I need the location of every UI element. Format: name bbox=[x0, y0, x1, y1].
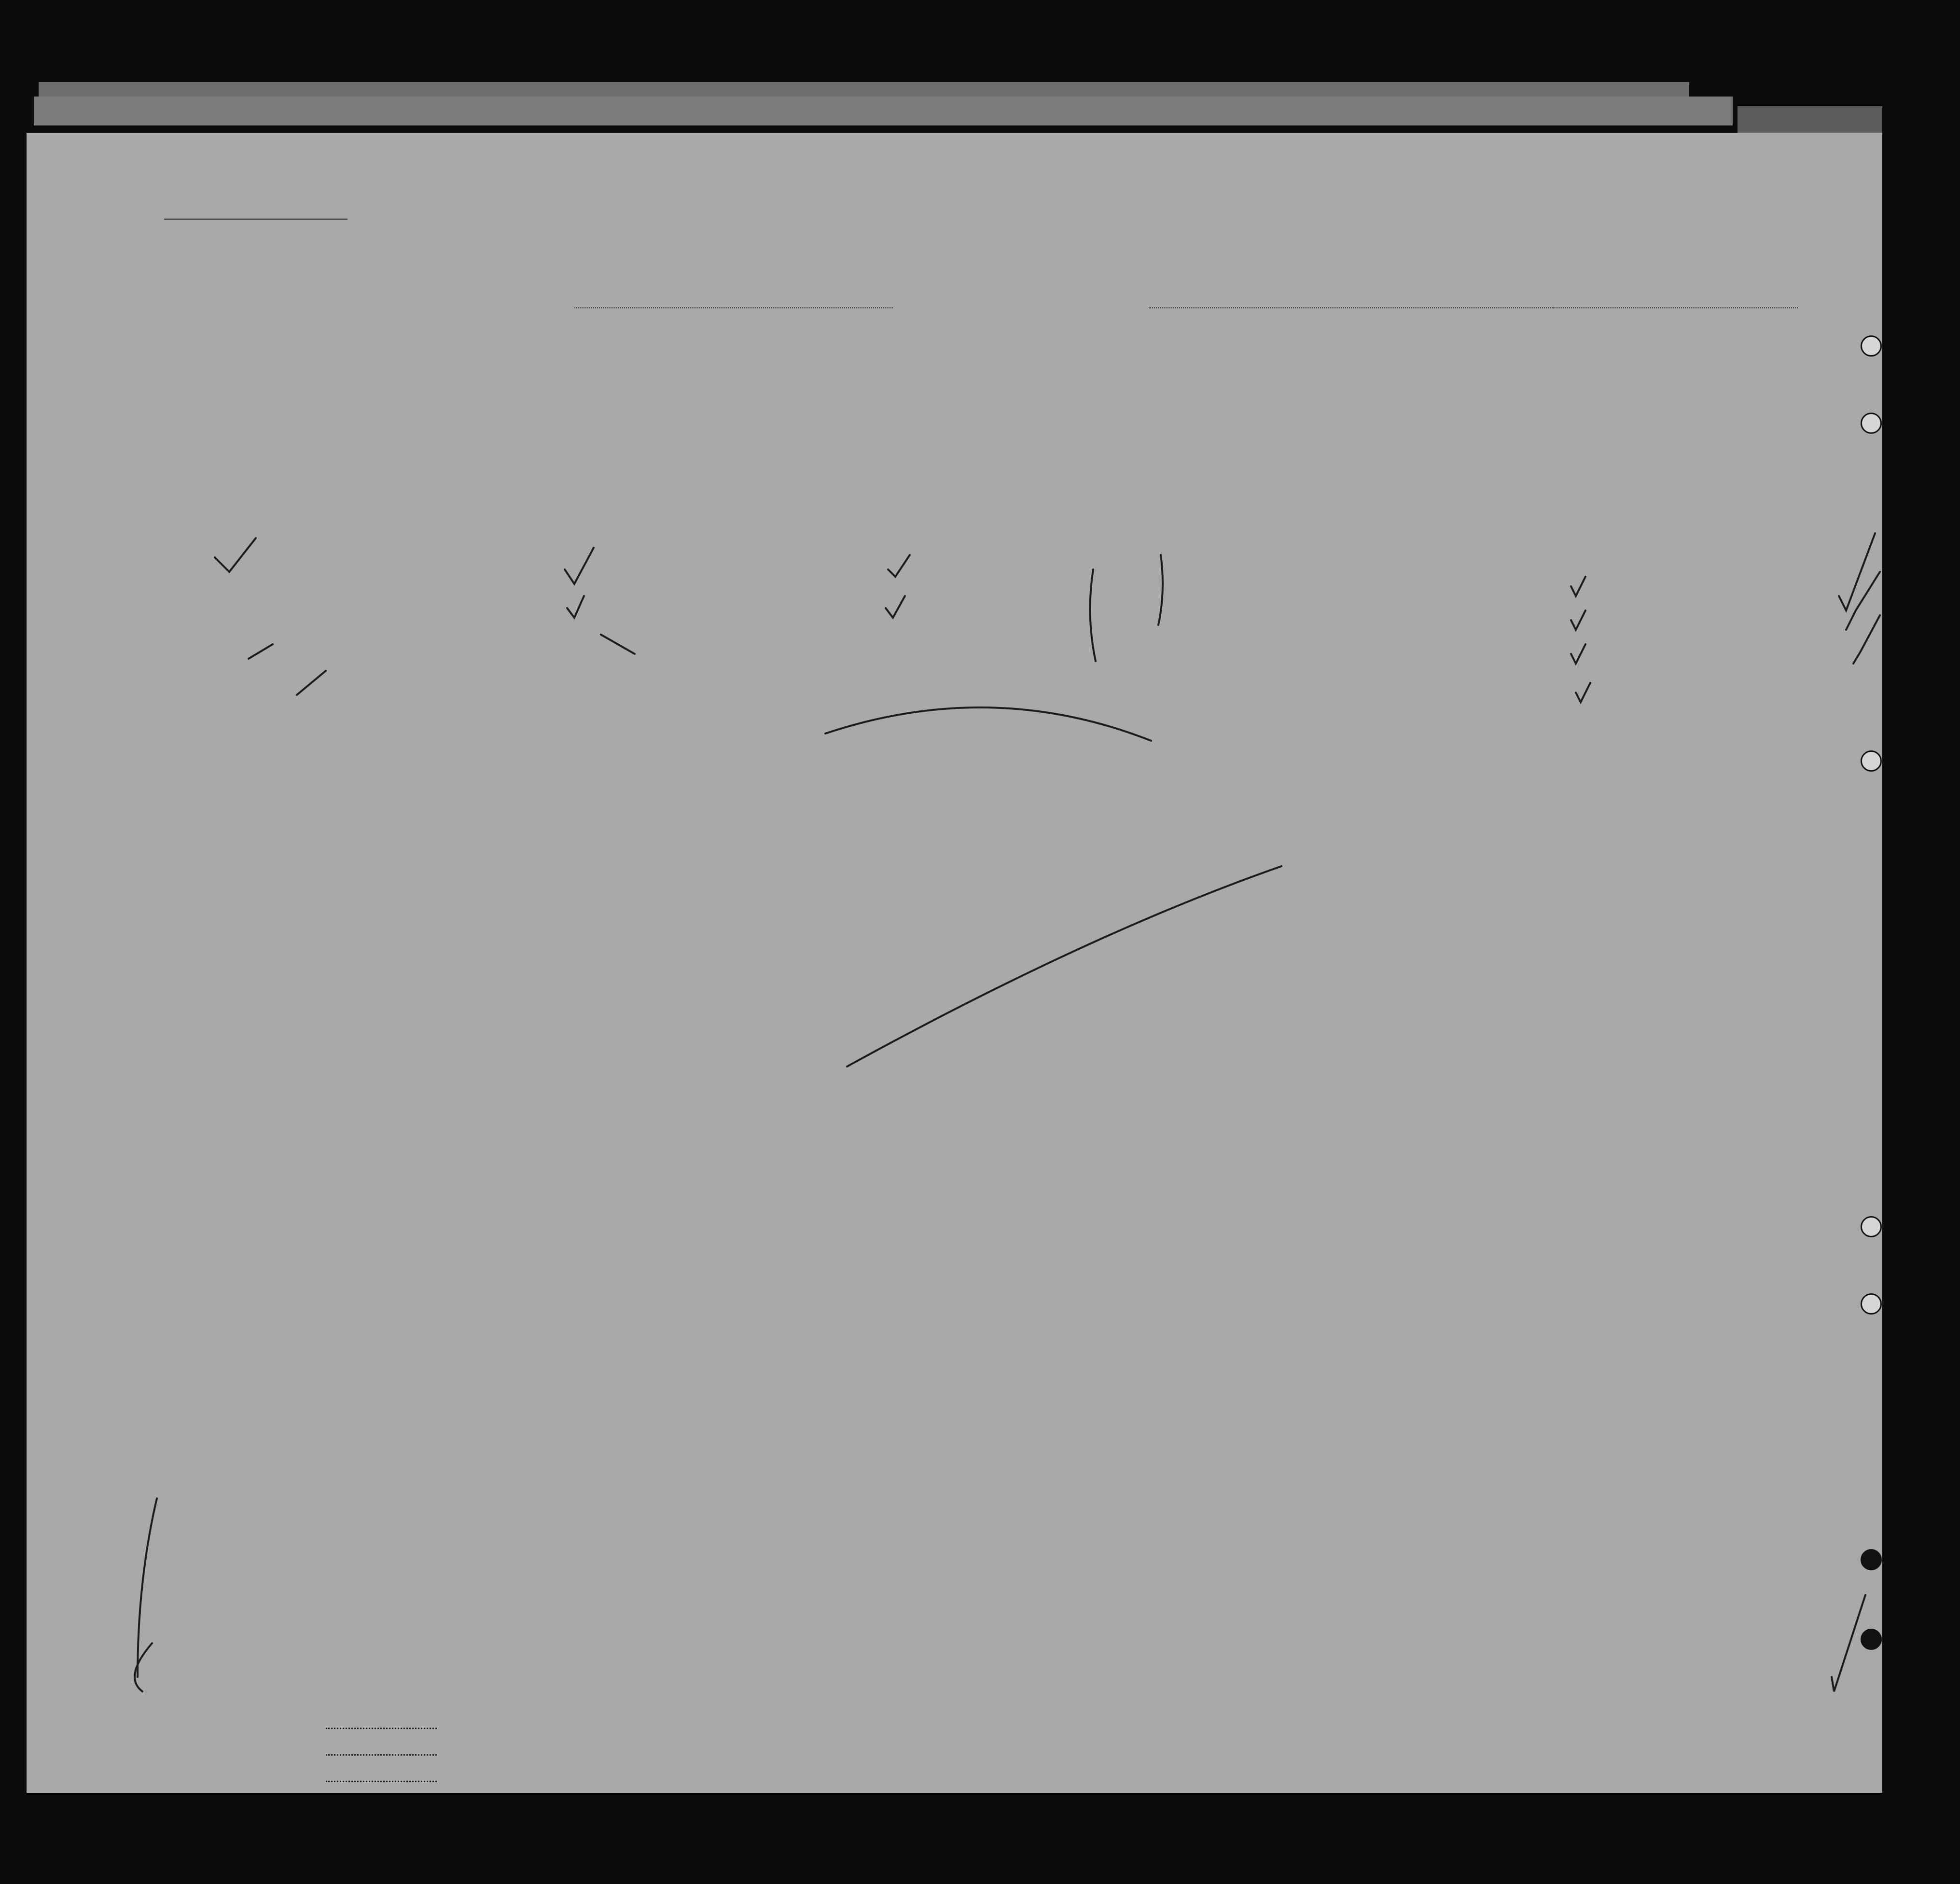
pen-stroke bbox=[825, 707, 1151, 741]
pen-stroke bbox=[297, 671, 326, 695]
pen-marks bbox=[27, 133, 1882, 1793]
check-mark bbox=[1839, 533, 1875, 610]
check-mark bbox=[1846, 572, 1880, 630]
binder-hole bbox=[1861, 1216, 1882, 1237]
citizens-field bbox=[326, 1754, 437, 1756]
aliens-field bbox=[326, 1781, 437, 1782]
check-mark bbox=[886, 596, 905, 618]
pen-stroke bbox=[249, 644, 273, 659]
check-mark bbox=[888, 555, 910, 577]
check-mark bbox=[1571, 577, 1585, 596]
check-mark bbox=[1853, 615, 1880, 664]
check-mark bbox=[215, 538, 256, 572]
check-mark bbox=[1571, 644, 1585, 664]
binder-hole bbox=[1861, 1293, 1882, 1315]
signature-flourish bbox=[847, 866, 1281, 1067]
binder-hole bbox=[1861, 1549, 1882, 1570]
check-mark bbox=[1576, 683, 1590, 702]
binder-hole bbox=[1861, 413, 1882, 434]
pen-stroke bbox=[1158, 555, 1163, 625]
manifest-sheet bbox=[27, 133, 1882, 1793]
binder-hole bbox=[1861, 335, 1882, 357]
pen-stroke bbox=[1090, 569, 1096, 661]
binder-hole bbox=[1861, 750, 1882, 772]
check-mark bbox=[565, 548, 594, 584]
check-mark bbox=[1571, 610, 1585, 630]
pen-stroke bbox=[601, 635, 635, 654]
binder-hole bbox=[1861, 1629, 1882, 1650]
check-mark bbox=[567, 596, 584, 618]
check-mark bbox=[1832, 1595, 1865, 1691]
sheet-stack-edge bbox=[34, 97, 1733, 125]
total-passengers-field bbox=[326, 1728, 437, 1729]
